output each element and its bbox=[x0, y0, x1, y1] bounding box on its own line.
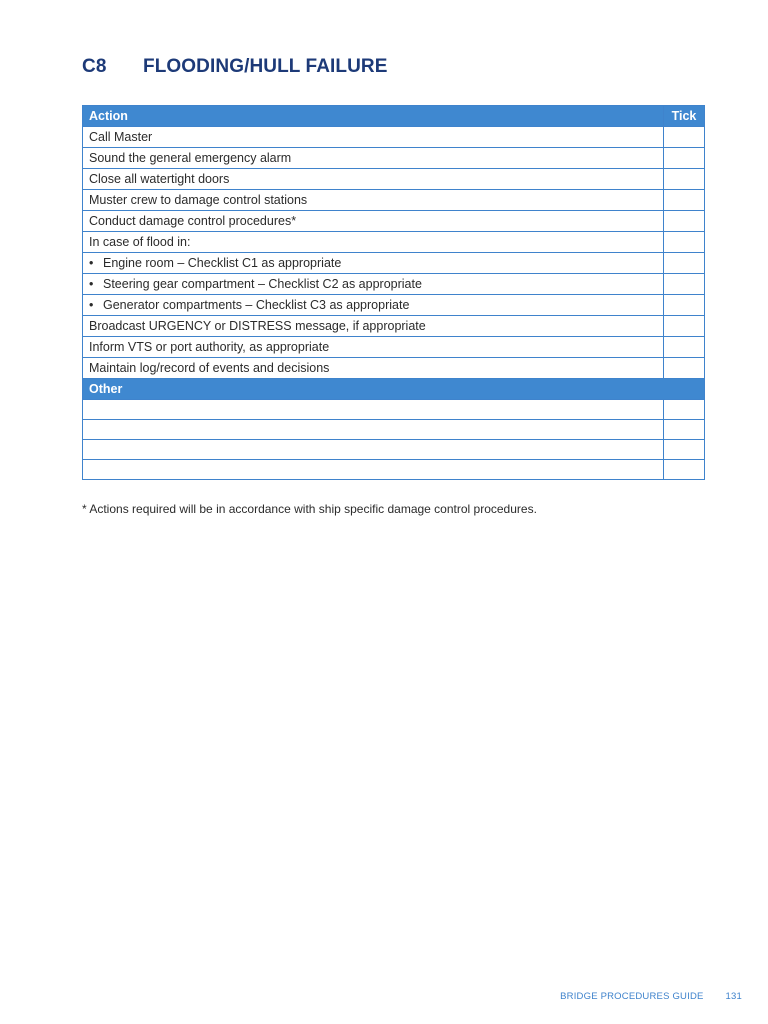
table-row bbox=[83, 127, 705, 148]
action-cell: Muster crew to damage control stations bbox=[83, 190, 664, 211]
table-row bbox=[83, 148, 705, 169]
action-cell: Broadcast URGENCY or DISTRESS message, if appropriate bbox=[83, 316, 664, 337]
action-cell: In case of flood in: bbox=[83, 232, 664, 253]
tick-box[interactable] bbox=[664, 169, 705, 190]
page-number: 131 bbox=[725, 991, 742, 1002]
tick-box[interactable] bbox=[664, 127, 705, 148]
tick-box[interactable] bbox=[664, 400, 705, 420]
checklist-code: C8 bbox=[82, 56, 107, 77]
blank-row bbox=[83, 400, 705, 420]
tick-box[interactable] bbox=[664, 337, 705, 358]
blank-action-cell[interactable] bbox=[83, 460, 664, 480]
guide-title: BRIDGE PROCEDURES GUIDE bbox=[560, 991, 704, 1002]
table-row bbox=[83, 358, 705, 379]
page-footer bbox=[560, 991, 742, 1002]
blank-row bbox=[83, 420, 705, 440]
table-row bbox=[83, 316, 705, 337]
checklist-table bbox=[82, 105, 705, 480]
tick-box[interactable] bbox=[664, 358, 705, 379]
action-text: Steering gear compartment – Checklist C2 as appropriate bbox=[103, 277, 422, 291]
tick-box[interactable] bbox=[664, 295, 705, 316]
action-cell: Close all watertight doors bbox=[83, 169, 664, 190]
table-row bbox=[83, 190, 705, 211]
action-cell: Call Master bbox=[83, 127, 664, 148]
other-label: Other bbox=[83, 379, 705, 400]
action-cell: Sound the general emergency alarm bbox=[83, 148, 664, 169]
tick-box[interactable] bbox=[664, 253, 705, 274]
action-cell: Maintain log/record of events and decisions bbox=[83, 358, 664, 379]
tick-box[interactable] bbox=[664, 460, 705, 480]
tick-box[interactable] bbox=[664, 420, 705, 440]
table-row bbox=[83, 253, 705, 274]
footnote: * Actions required will be in accordance with ship specific damage control procedures. bbox=[82, 502, 537, 516]
action-cell-bulleted bbox=[83, 253, 664, 274]
action-cell-bulleted bbox=[83, 295, 664, 316]
table-header-row bbox=[83, 106, 705, 127]
action-cell-bulleted bbox=[83, 274, 664, 295]
action-text: Engine room – Checklist C1 as appropriate bbox=[103, 256, 342, 270]
tick-box[interactable] bbox=[664, 274, 705, 295]
tick-box[interactable] bbox=[664, 440, 705, 460]
action-cell: Conduct damage control procedures* bbox=[83, 211, 664, 232]
action-cell: Inform VTS or port authority, as appropriate bbox=[83, 337, 664, 358]
tick-column-header: Tick bbox=[664, 106, 705, 127]
action-column-header: Action bbox=[83, 106, 664, 127]
action-text: Generator compartments – Checklist C3 as appropriate bbox=[103, 298, 410, 312]
bullet-icon: • bbox=[89, 256, 94, 270]
tick-box[interactable] bbox=[664, 232, 705, 253]
blank-row bbox=[83, 460, 705, 480]
blank-action-cell[interactable] bbox=[83, 440, 664, 460]
page-heading bbox=[82, 56, 388, 78]
table-row bbox=[83, 274, 705, 295]
bullet-icon: • bbox=[89, 298, 94, 312]
checklist-title: FLOODING/HULL FAILURE bbox=[143, 56, 388, 77]
blank-row bbox=[83, 440, 705, 460]
tick-box[interactable] bbox=[664, 190, 705, 211]
table-row bbox=[83, 211, 705, 232]
table-row bbox=[83, 169, 705, 190]
table-row bbox=[83, 232, 705, 253]
tick-box[interactable] bbox=[664, 316, 705, 337]
blank-action-cell[interactable] bbox=[83, 420, 664, 440]
bullet-icon: • bbox=[89, 277, 94, 291]
table-row bbox=[83, 295, 705, 316]
table-row bbox=[83, 337, 705, 358]
tick-box[interactable] bbox=[664, 211, 705, 232]
other-section-header bbox=[83, 379, 705, 400]
blank-action-cell[interactable] bbox=[83, 400, 664, 420]
tick-box[interactable] bbox=[664, 148, 705, 169]
